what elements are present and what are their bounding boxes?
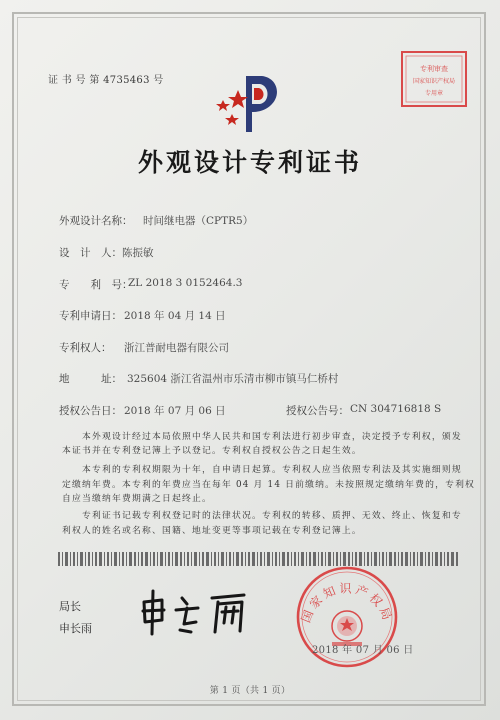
signature-name: 申长雨 <box>59 622 92 635</box>
address-value: 325604 浙江省温州市乐清市柳市镇马仁桥村 <box>127 373 339 385</box>
body-line: 专利证书记载专利权登记时的法律状况。专利权的转移、质押、无效、终止、恢复和专 <box>82 511 462 521</box>
designer-label: 设 计 人： <box>59 247 122 259</box>
body-line: 本外观设计经过本局依照中华人民共和国专利法进行初步审查，决定授予专利权，颁发 <box>82 432 462 442</box>
patentee-label: 专利权人： <box>59 342 112 354</box>
seal-top-line3: 专用章 <box>424 90 444 97</box>
seal-top-line2: 国家知识产权局 <box>412 78 456 85</box>
body-line: 定缴纳年费。本专利的年费应当在每年 04 月 14 日前缴纳。未按照规定缴纳年费的，专利权 <box>62 480 476 490</box>
address-label: 地 址： <box>59 373 122 385</box>
body-line: 自应当缴纳年费期满之日起终止。 <box>62 494 212 504</box>
designer-value: 陈振敏 <box>122 247 154 259</box>
filing-date-value: 2018 年 04 月 14 日 <box>124 310 226 322</box>
page-title: 外观设计专利证书 <box>137 148 362 177</box>
patent-no-value: ZL 2018 3 0152464.3 <box>128 277 243 289</box>
patent-no-label: 专 利 号： <box>59 279 133 291</box>
grant-no-label: 授权公告号： <box>286 405 349 417</box>
body-line: 本证书并在专利登记簿上予以登记。专利权自授权公告之日起生效。 <box>62 446 362 456</box>
grant-no-value: CN 304716818 S <box>350 403 442 415</box>
grant-date-label: 授权公告日： <box>59 405 122 417</box>
patent-office-logo <box>212 70 288 138</box>
seal-date: 2018 年 07 月 06 日 <box>312 645 414 656</box>
handwritten-signature <box>138 588 263 638</box>
signature-title: 局长 <box>59 600 81 613</box>
body-line: 本专利的专利权期限为十年，自申请日起算。专利权人应当依照专利法及其实施细则规 <box>82 465 462 475</box>
page-number: 第 1 页（共 1 页） <box>209 686 291 696</box>
cert-no-suffix: 号 <box>153 75 164 86</box>
seal-top-line1: 专利审查 <box>420 65 448 73</box>
cert-no-value: 4735463 <box>103 75 150 86</box>
cert-no-label: 证 书 号 第 <box>48 75 100 86</box>
body-line: 利权人的姓名或名称、国籍、地址变更等事项记载在专利登记簿上。 <box>62 526 362 536</box>
review-seal-stamp <box>399 49 469 109</box>
grant-date-value: 2018 年 07 月 06 日 <box>124 405 226 417</box>
design-name-label: 外观设计名称： <box>59 215 133 227</box>
certificate-number <box>48 71 164 86</box>
design-name-value: 时间继电器（CPTR5） <box>143 215 254 227</box>
filing-date-label: 专利申请日： <box>59 310 122 322</box>
seal-arc-text: 国家知识产权局 <box>298 581 396 625</box>
patentee-value: 浙江普耐电器有限公司 <box>124 342 229 354</box>
